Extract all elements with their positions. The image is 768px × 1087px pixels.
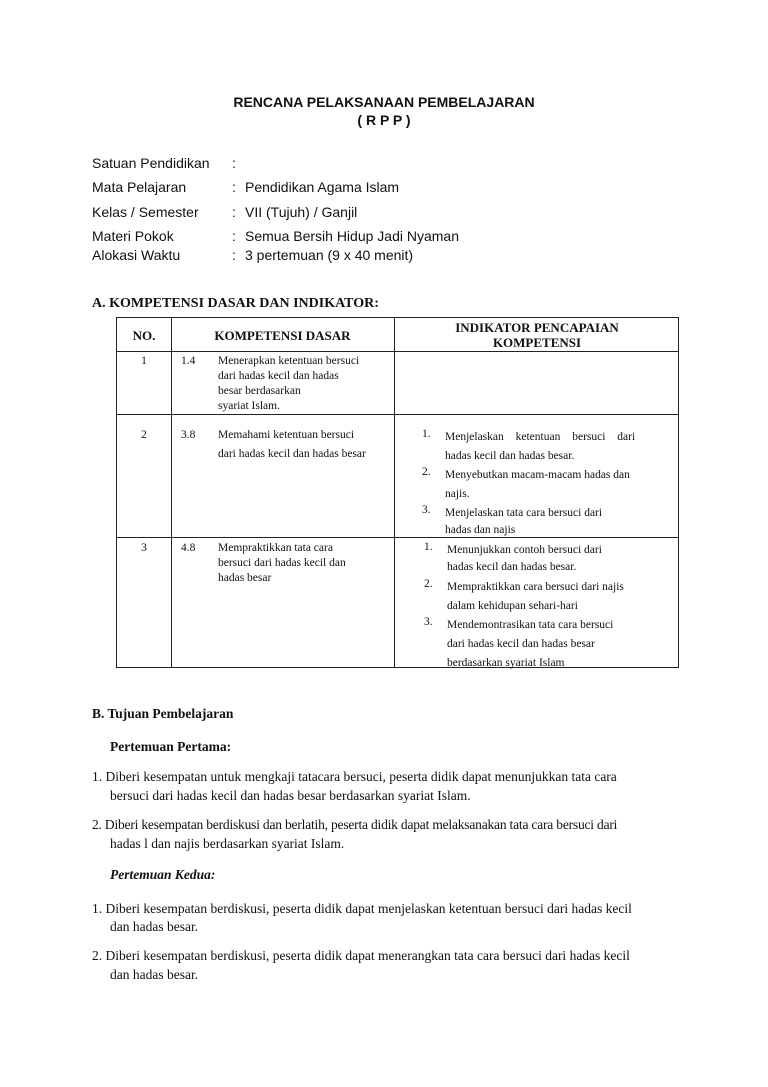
table-col-divider <box>171 318 172 667</box>
row2-kd-line: dari hadas kecil dan hadas besar <box>218 448 366 460</box>
info-colon: : <box>232 179 236 195</box>
info-value: VII (Tujuh) / Ganjil <box>245 204 358 220</box>
table-row-divider <box>117 414 678 415</box>
indicator-line: hadas kecil dan hadas besar. <box>445 450 575 462</box>
header-indikator-line1: INDIKATOR PENCAPAIAN <box>455 320 619 335</box>
info-value: 3 pertemuan (9 x 40 menit) <box>245 247 414 263</box>
row3-kd-line: bersuci dari hadas kecil dan <box>218 557 346 569</box>
indicator-text <box>445 504 675 540</box>
indicator-line: Menjelaskan ketentuan bersuci dari <box>445 431 636 443</box>
table-header-divider <box>117 351 678 352</box>
header-indikator-line2: KOMPETENSI <box>492 335 582 350</box>
section-a-heading: A. KOMPETENSI DASAR DAN INDIKATOR: <box>92 296 379 311</box>
indicator-line: dari hadas kecil dan hadas besar <box>447 638 595 650</box>
indicator-line: Menunjukkan contoh bersuci dari <box>447 544 602 556</box>
indicator-number: 1. <box>424 541 433 553</box>
row2-code: 3.8 <box>181 429 196 441</box>
indicator-line: Menyebutkan macam-macam hadas dan <box>445 469 630 481</box>
meeting2-item-1-line1: 1. Diberi kesempatan berdiskusi, peserta didik dapat menjelaskan ketentuan bersuci dari hadas kecil <box>92 901 632 916</box>
indicator-line: hadas kecil dan hadas besar. <box>447 561 577 573</box>
info-label: Mata Pelajaran <box>92 179 187 195</box>
info-colon: : <box>232 204 236 220</box>
info-colon: : <box>232 228 236 244</box>
indicator-line: dalam kehidupan sehari-hari <box>447 600 578 612</box>
row3-code: 4.8 <box>181 542 196 554</box>
indicator-text <box>447 578 677 616</box>
indicator-line: hadas dan najis <box>445 524 516 536</box>
indicator-number: 2. <box>424 578 433 590</box>
row1-code: 1.4 <box>181 355 196 367</box>
kompetensi-table <box>116 317 679 668</box>
row2-no: 2 <box>141 429 147 441</box>
info-colon: : <box>232 247 236 263</box>
indicator-line: Mendemontrasikan tata cara bersuci <box>447 619 614 631</box>
indicator-text <box>445 428 675 466</box>
row1-kd-line: syariat Islam. <box>218 400 280 412</box>
indicator-text <box>445 466 675 504</box>
info-value: Semua Bersih Hidup Jadi Nyaman <box>245 228 459 244</box>
row2-kd-line: Memahami ketentuan bersuci <box>218 429 355 441</box>
meeting2-title: Pertemuan Kedua: <box>110 867 216 882</box>
table-col-divider <box>394 318 395 667</box>
indicator-number: 2. <box>422 466 431 478</box>
row1-kd-line: besar berdasarkan <box>218 385 301 397</box>
meeting2-item-2-line1: 2. Diberi kesempatan berdiskusi, peserta didik dapat menerangkan tata cara bersuci dari hadas kecil <box>92 948 630 963</box>
header-no: NO. <box>132 328 156 343</box>
meeting1-title: Pertemuan Pertama: <box>110 739 232 754</box>
indicator-number: 3. <box>422 504 431 516</box>
indicator-text <box>447 541 677 577</box>
info-label: Materi Pokok <box>92 228 174 244</box>
section-b-heading: B. Tujuan Pembelajaran <box>92 706 234 721</box>
row3-kd-line: Mempraktikkan tata cara <box>218 542 333 554</box>
meeting2-item-2-line2: dan hadas besar. <box>110 967 199 982</box>
row3-kd-line: hadas besar <box>218 572 272 584</box>
meeting1-item-2-line1: 2. Diberi kesempatan berdiskusi dan berlatih, peserta didik dapat melaksanakan tata cara bersuci dari <box>92 817 618 832</box>
meeting1-item-1-line2: bersuci dari hadas kecil dan hadas besar berdasarkan syariat Islam. <box>110 788 471 803</box>
indicator-text <box>447 616 677 673</box>
indicator-number: 3. <box>424 616 433 628</box>
indicator-line: berdasarkan syariat Islam <box>447 657 565 669</box>
info-label: Alokasi Waktu <box>92 247 181 263</box>
row1-kd-line: Menerapkan ketentuan bersuci <box>218 355 360 367</box>
row3-no: 3 <box>141 542 147 554</box>
indicator-number: 1. <box>422 428 431 440</box>
info-colon: : <box>232 155 236 171</box>
indicator-line: Menjelaskan tata cara bersuci dari <box>445 507 603 519</box>
meeting1-item-2-line2: hadas l dan najis berdasarkan syariat Islam. <box>110 836 345 851</box>
meeting1-item-1-line1: 1. Diberi kesempatan untuk mengkaji tatacara bersuci, peserta didik dapat menunjukkan tata cara <box>92 769 617 784</box>
header-kompetensi-dasar: KOMPETENSI DASAR <box>214 328 351 343</box>
info-label: Satuan Pendidikan <box>92 155 210 171</box>
info-value: Pendidikan Agama Islam <box>245 179 400 195</box>
indicator-line: najis. <box>445 488 470 500</box>
indicator-line: Mempraktikkan cara bersuci dari najis <box>447 581 624 593</box>
info-label: Kelas / Semester <box>92 204 199 220</box>
document-subtitle: ( R P P ) <box>357 112 411 128</box>
row1-no: 1 <box>141 355 147 367</box>
row1-kd-line: dari hadas kecil dan hadas <box>218 370 339 382</box>
document-title: RENCANA PELAKSANAAN PEMBELAJARAN <box>233 94 535 110</box>
meeting2-item-1-line2: dan hadas besar. <box>110 919 199 934</box>
